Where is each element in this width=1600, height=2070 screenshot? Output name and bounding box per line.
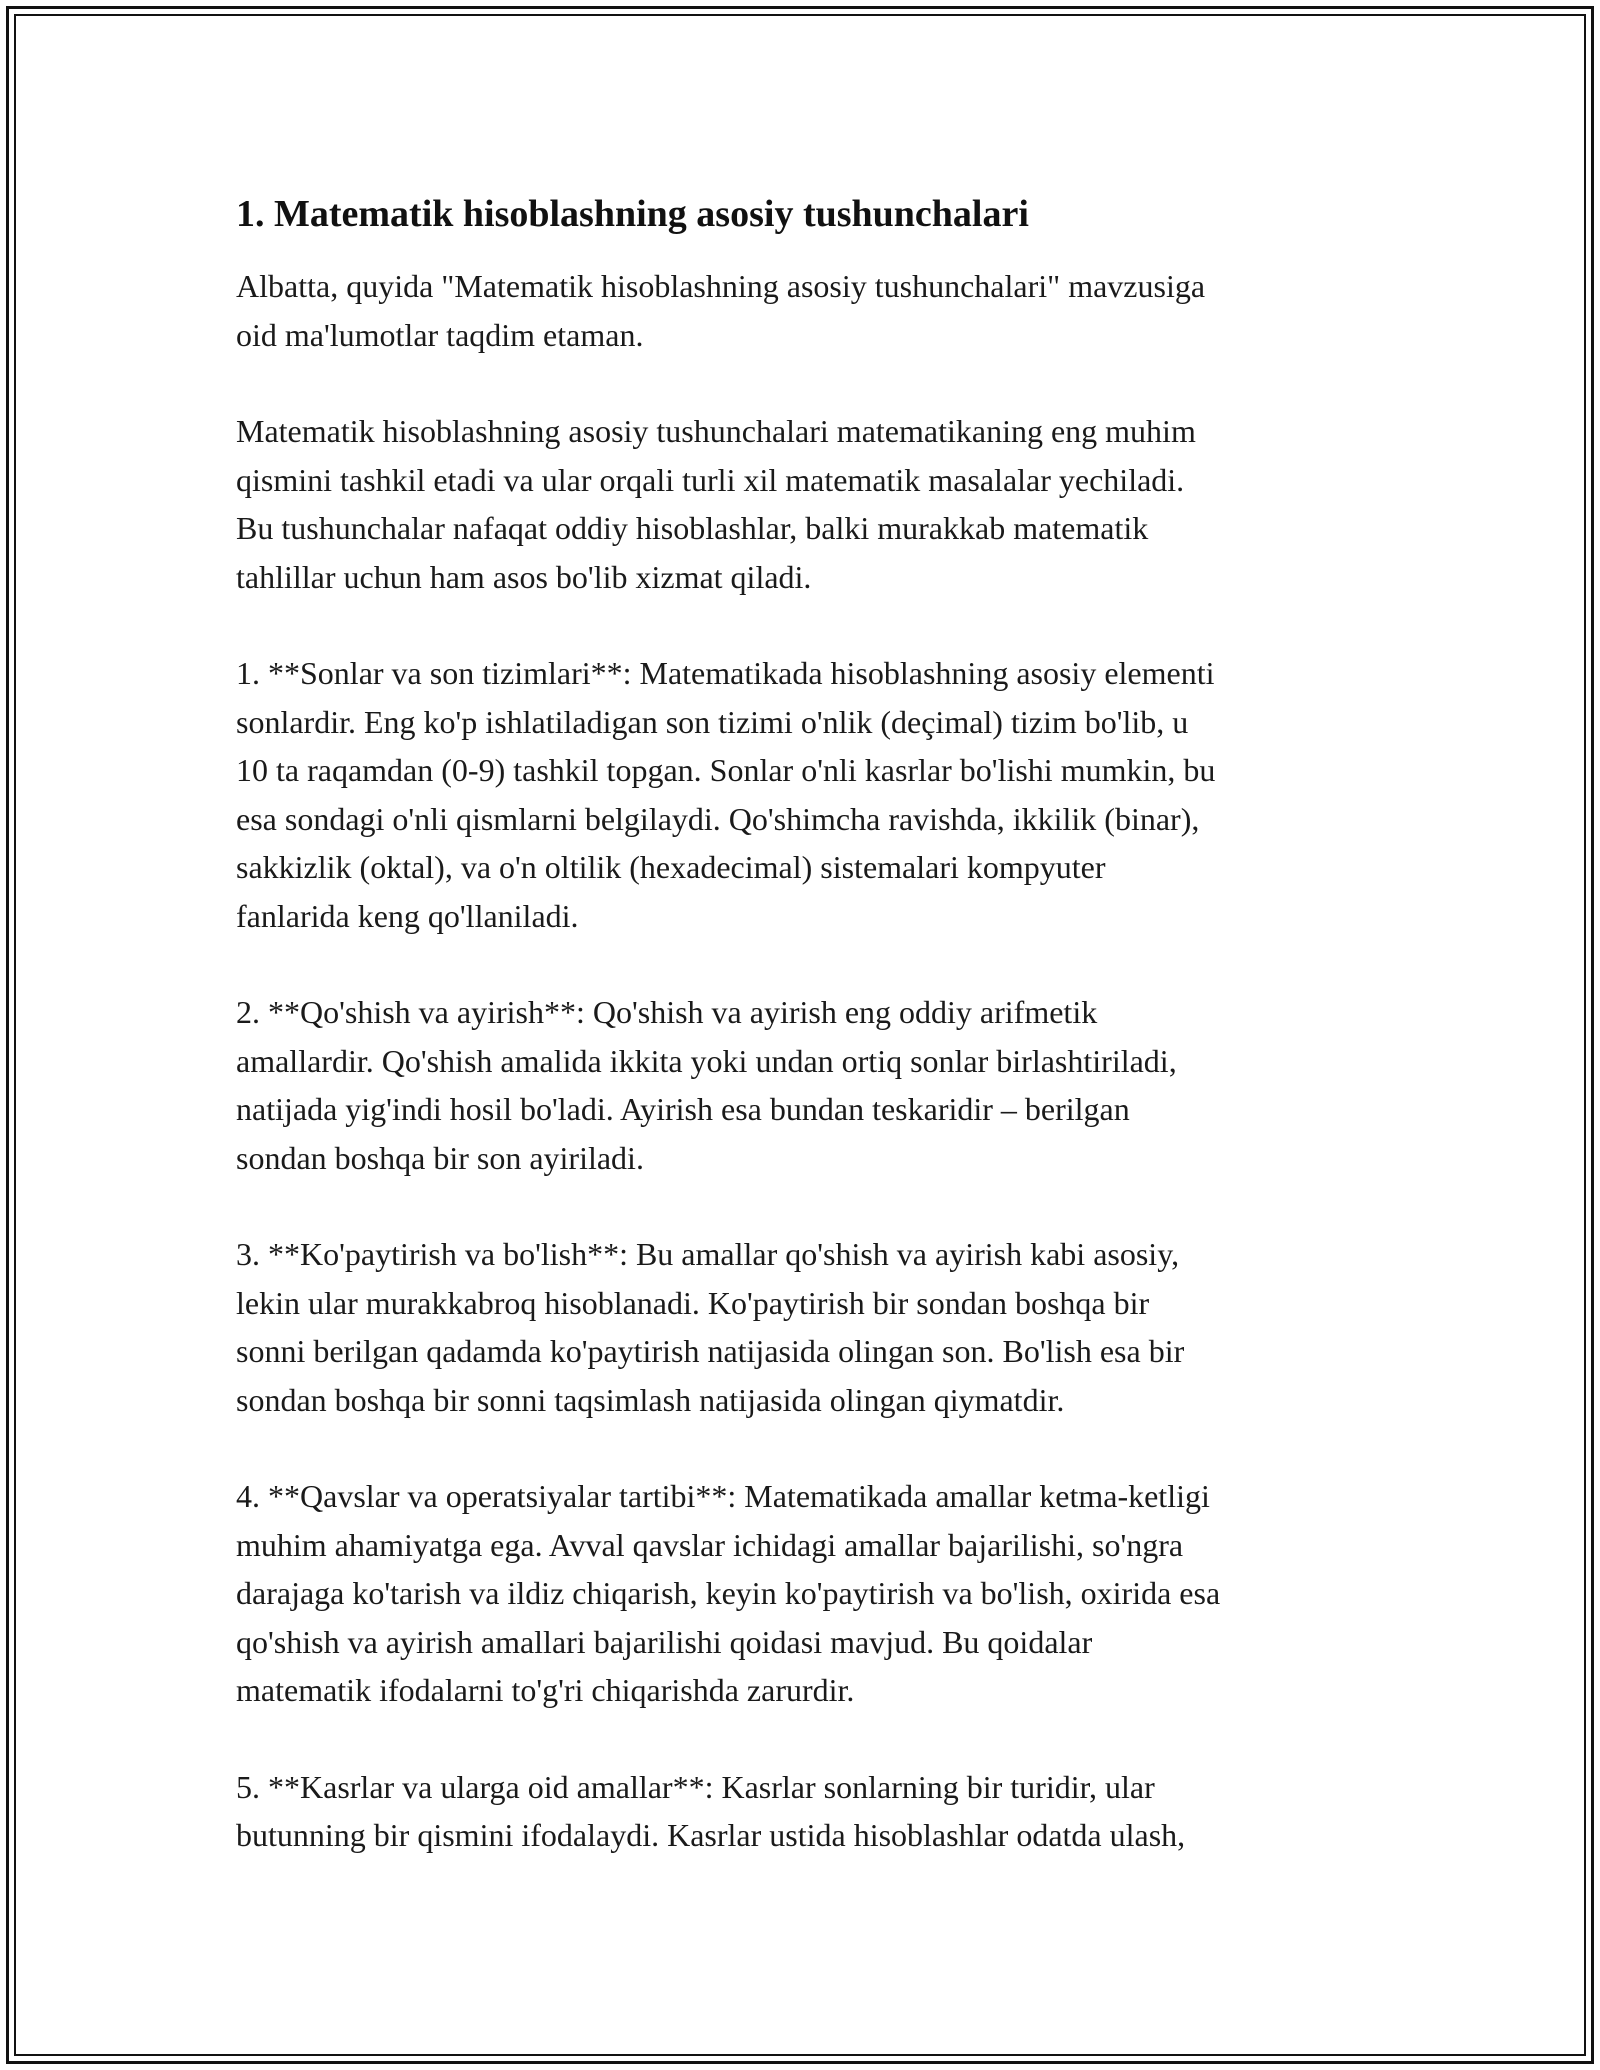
document-body: [236, 186, 1376, 1908]
paragraph-item-1: 1. **Sonlar va son tizimlari**: Matematikada hisoblashning asosiy elementi sonlardir. Eng ko'p ishlatiladigan son tizimi o'nlik (deçimal) tizim bo'lib, u 10 ta raqamdan (0-9) tashkil topgan. Sonlar o'nli kasrlar bo'lishi mumkin, bu esa sondagi o'nli qismlarni belgilaydi. Qo'shimcha ravishda, ikkilik (binar), sakkizlik (oktal), va o'n oltilik (hexadecimal) sistemalari kompyuter fanlarida keng qo'llaniladi.: [236, 655, 1216, 934]
document-title: 1. Matematik hisoblashning asosiy tushunchalari: [236, 193, 1029, 235]
paragraph-item-3: 3. **Ko'paytirish va bo'lish**: Bu amallar qo'shish va ayirish kabi asosiy, lekin ular murakkabroq hisoblanadi. Ko'paytirish bir sondan boshqa bir sonni berilgan qadamda ko'paytirish natijasida olingan son. Bo'lish esa bir sondan boshqa bir sonni taqsimlash natijasida olingan qiymatdir.: [236, 1236, 1185, 1418]
paragraph-item-4: 4. **Qavslar va operatsiyalar tartibi**: Matematikada amallar ketma-ketligi muhim ahamiyatga ega. Avval qavslar ichidagi amallar bajarilishi, so'ngra darajaga ko'tarish va ildiz chiqarish, keyin ko'paytirish va bo'lish, oxirida esa qo'shish va ayirish amallari bajarilishi qoidasi mavjud. Bu qoidalar matematik ifodalarni to'g'ri chiqarishda zarurdir.: [236, 1478, 1221, 1708]
paragraph-item-5: 5. **Kasrlar va ularga oid amallar**: Kasrlar sonlarning bir turidir, ular butunning bir qismini ifodalaydi. Kasrlar ustida hisoblashlar odatda ulash,: [236, 1768, 1186, 1853]
paragraph-list: [236, 262, 1376, 1860]
paragraph-overview: Matematik hisoblashning asosiy tushunchalari matematikaning eng muhim qismini tashkil etadi va ular orqali turli xil matematik masalalar yechiladi. Bu tushunchalar nafaqat oddiy hisoblashlar, balki murakkab matematik tahlillar uchun ham asos bo'lib xizmat qiladi.: [236, 413, 1196, 595]
paragraph-item-2: 2. **Qo'shish va ayirish**: Qo'shish va ayirish eng oddiy arifmetik amallardir. Qo'shish amalida ikkita yoki undan ortiq sonlar birlashtiriladi, natijada yig'indi hosil bo'ladi. Ayirish esa bundan teskaridir – berilgan sondan boshqa bir son ayiriladi.: [236, 994, 1177, 1176]
paragraph-intro: Albatta, quyida "Matematik hisoblashning asosiy tushunchalari" mavzusiga oid ma'lumotlar taqdim etaman.: [236, 268, 1206, 353]
